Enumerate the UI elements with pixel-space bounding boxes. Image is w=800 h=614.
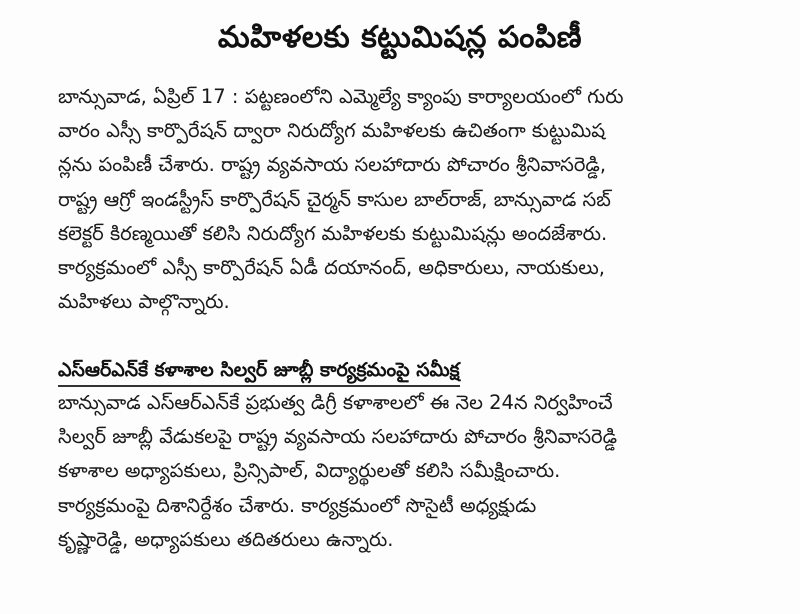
paragraph-line: న్లను పంపిణీ చేశారు. రాష్ట్ర వ్యవసాయ సలహాదారు పోచారం శ్రీనివాసరెడ్డి, <box>58 153 607 177</box>
paragraph-line: రాష్ట్ర ఆగ్రో ఇండస్ట్రీస్ కార్పొరేషన్ చైర్మన్ కాసుల బాల్‌రాజ్, బాన్సువాడ సబ్ <box>58 187 611 211</box>
paragraph-line: బాన్సువాడ ఎస్ఆర్ఎన్‌కే ప్రభుత్వ డిగ్రీ కళాశాలలో ఈ నెల 24న నిర్వహించే <box>58 391 613 414</box>
paragraph-line: కలెక్టర్ కిరణ్మయితో కలిసి నిరుద్యోగ మహిళలకు కుట్టుమిషన్లు అందజేశారు. <box>58 221 608 245</box>
paragraph-line: కళాశాల అధ్యాపకులు, ప్రిన్సిపాల్, విద్యార్థులతో కలిసి సమీక్షించారు. <box>58 459 561 483</box>
article-subheading: ఎస్ఆర్ఎన్‌కే కళాశాల సిల్వర్ జూబ్లీ కార్యక్రమంపై సమీక్ష <box>58 355 460 387</box>
paragraph-line: మహిళలు పాల్గొన్నారు. <box>58 290 230 314</box>
paragraph-line: సిల్వర్ జూబ్లీ వేడుకలపై రాష్ట్ర వ్యవసాయ సలహాదారు పోచారం శ్రీనివాసరెడ్డి <box>58 425 618 449</box>
paragraph-line: కార్యక్రమంలో ఎస్సీ కార్పొరేషన్ ఏడీ దయానంద్, అధికారులు, నాయకులు, <box>58 256 605 280</box>
paragraph-line: కృష్ణారెడ్డి, అధ్యాపకులు తదితరులు ఉన్నారు. <box>58 527 394 551</box>
paragraph-line: కార్యక్రమంపై దిశానిర్దేశం చేశారు. కార్యక్రమంలో సొసైటీ అధ్యక్షుడు <box>58 493 537 517</box>
article-paragraph-1 <box>58 80 772 319</box>
paragraph-line: వారం ఎస్సీ కార్పొరేషన్ ద్వారా నిరుద్యోగ మహిళలకు ఉచితంగా కుట్టుమిష <box>58 119 606 143</box>
paragraph-line: బాన్సువాడ, ఏప్రిల్ 17 : పట్టణంలోని ఎమ్మెల్యే క్యాంపు కార్యాలయంలో గురు <box>58 85 624 108</box>
article-headline: మహిళలకు కట్టుమిషన్ల పంపిణీ <box>217 20 583 55</box>
article-paragraph-2 <box>58 386 772 557</box>
